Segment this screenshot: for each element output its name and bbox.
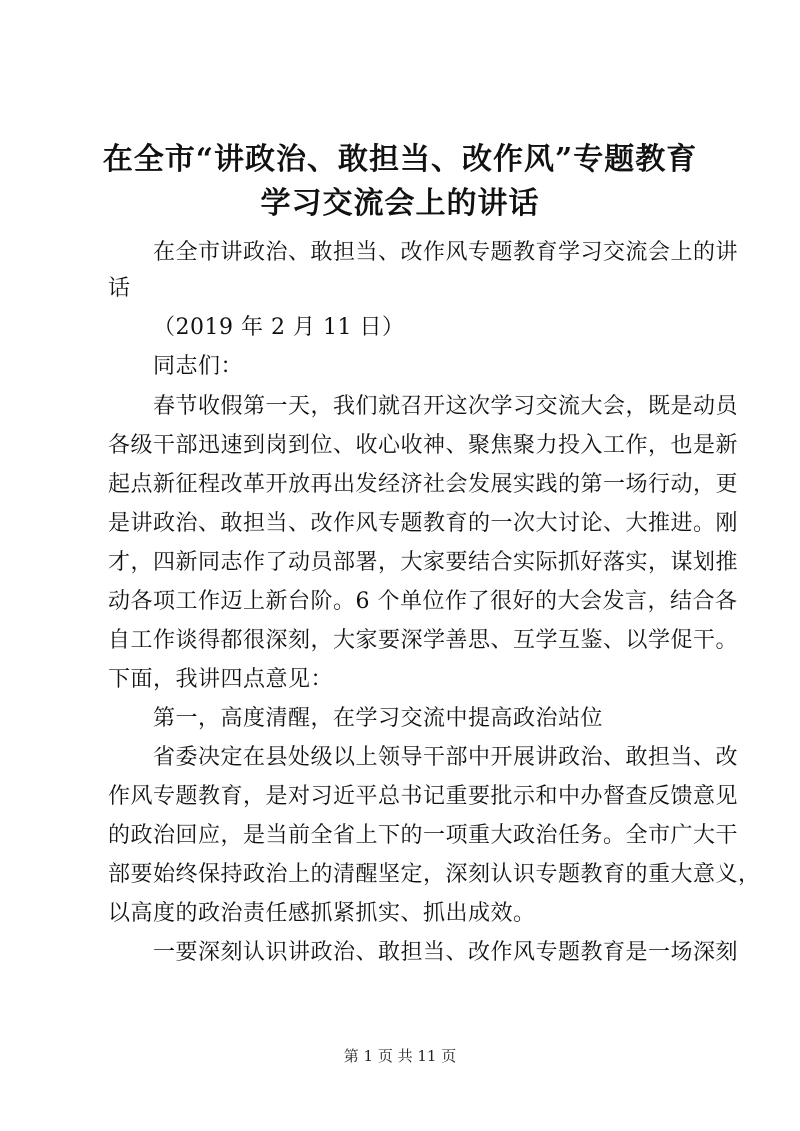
body-line: 各级干部迅速到岗到位、收心收神、聚焦聚力投入工作，也是新 xyxy=(108,433,739,458)
body-line: 部要始终保持政治上的清醒坚定，深刻认识专题教育的重大意义， xyxy=(108,862,761,887)
body-line: 是讲政治、敢担当、改作风专题教育的一次大讨论、大推进。刚 xyxy=(108,511,739,536)
section-heading: 第一，高度清醒，在学习交流中提高政治站位 xyxy=(153,706,604,731)
body-line: 动各项工作迈上新台阶。6 个单位作了很好的大会发言，结合各 xyxy=(108,589,738,614)
date-line: （2019 年 2 月 11 日） xyxy=(153,315,405,340)
body-line: 一要深刻认识讲政治、敢担当、改作风专题教育是一场深刻 xyxy=(153,940,739,965)
body-line: 话 xyxy=(108,276,131,301)
body-line: 以高度的政治责任感抓紧抓实、抓出成效。 xyxy=(108,901,536,926)
document-title-line-1: 在全市“讲政治、敢担当、改作风”专题教育 xyxy=(102,142,698,177)
body-line: 自工作谈得都很深刻，大家要深学善思、互学互鉴、以学促干。 xyxy=(108,628,739,653)
body-line: 起点新征程改革开放再出发经济社会发展实践的第一场行动，更 xyxy=(108,472,739,497)
body-line: 作风专题教育，是对习近平总书记重要批示和中办督查反馈意见 xyxy=(108,784,739,809)
body-line: 的政治回应，是当前全省上下的一项重大政治任务。全市广大干 xyxy=(108,823,739,848)
body-line: 春节收假第一天，我们就召开这次学习交流大会，既是动员 xyxy=(153,394,739,419)
body-line: 省委决定在县处级以上领导干部中开展讲政治、敢担当、改 xyxy=(153,745,739,770)
document-title-line-2: 学习交流会上的讲话 xyxy=(260,186,540,221)
body-line: 才，四新同志作了动员部署，大家要结合实际抓好落实，谋划推 xyxy=(108,550,739,575)
body-line: 在全市讲政治、敢担当、改作风专题教育学习交流会上的讲 xyxy=(153,240,739,265)
body-line: 下面，我讲四点意见： xyxy=(108,667,334,692)
salutation: 同志们： xyxy=(153,354,244,379)
page-number-footer: 第 1 页 共 11 页 xyxy=(343,1047,457,1065)
